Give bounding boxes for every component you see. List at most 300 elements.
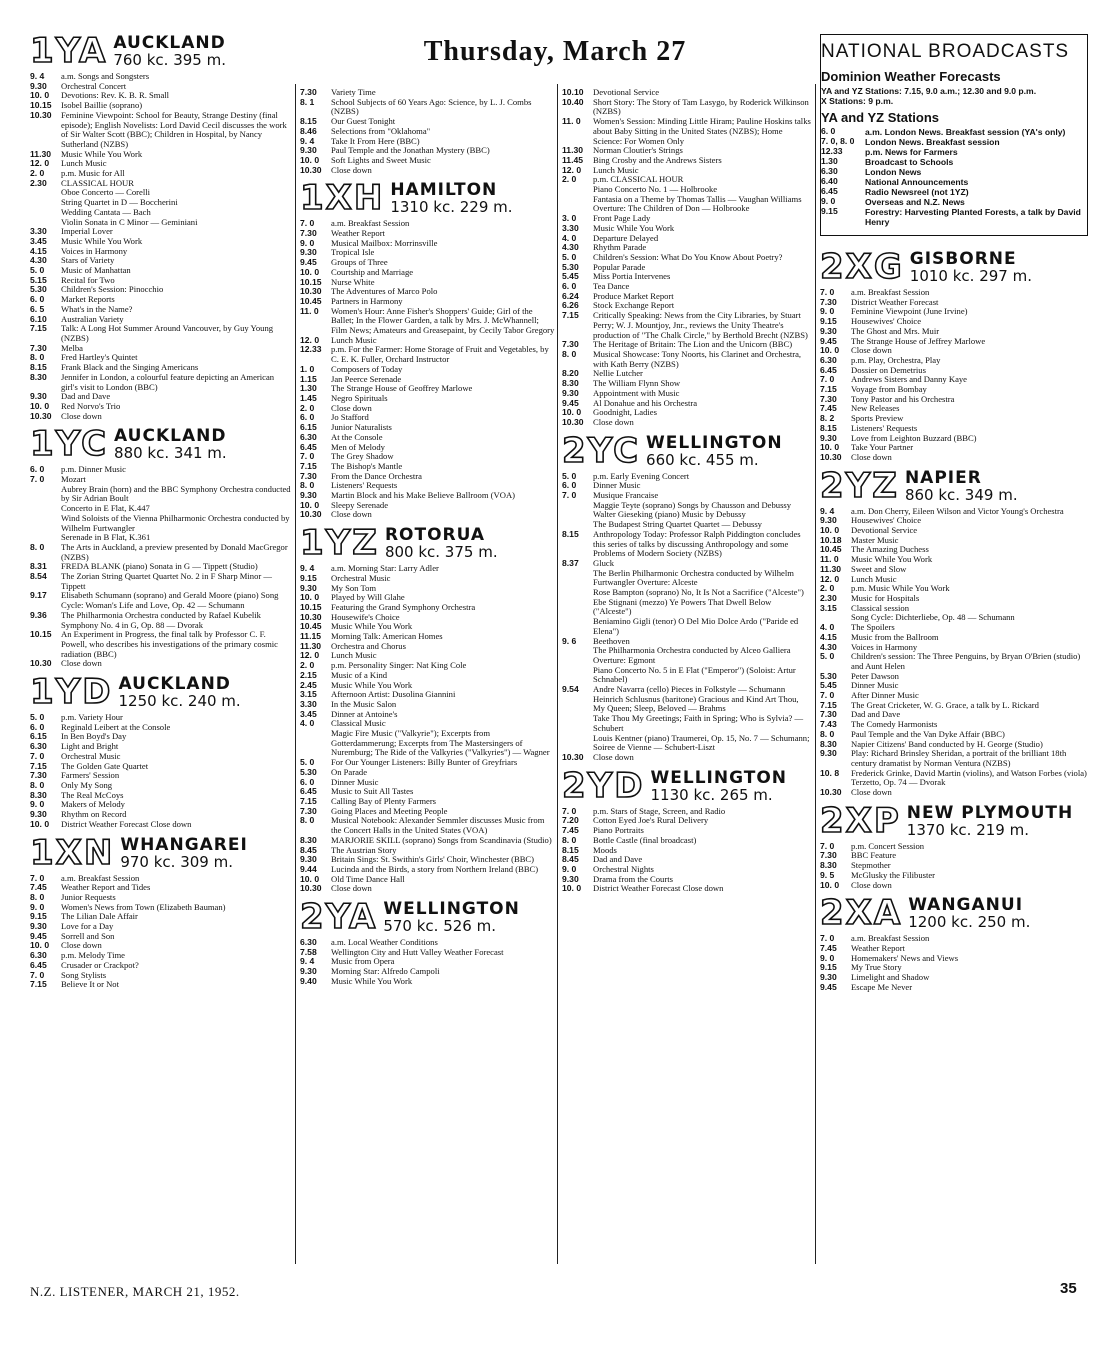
program-time: 11.15 <box>300 631 322 642</box>
program-time: 9.15 <box>820 316 837 327</box>
program-desc: Music of a Kind <box>331 669 388 680</box>
program-desc: MARJORIE SKILL (soprano) Songs from Scandinavia (Studio) <box>331 834 552 845</box>
station-section <box>30 31 292 421</box>
program-desc: Goodnight, Ladies <box>593 407 657 418</box>
program-time: 10.45 <box>820 544 842 555</box>
station-frequency: 970 kc. 309 m. <box>120 852 233 871</box>
program-time: 7.20 <box>562 815 579 826</box>
program-time: 8.30 <box>820 860 837 871</box>
station-title-block <box>113 35 226 68</box>
station-section <box>300 178 555 520</box>
program-time: 10. 0 <box>30 400 50 411</box>
program-desc: The Philharmonia Orchestra conducted by Rafael Kubelik Symphony No. 4 in G, Op. 88 — Dvorak <box>61 609 261 630</box>
program-time: 7. 0 <box>820 690 835 701</box>
program-time: 7. 0 <box>30 872 45 883</box>
program-desc: p.m. Dinner Music <box>61 464 126 475</box>
program-time: 8.15 <box>30 362 47 373</box>
program-time: 8.54 <box>30 571 47 582</box>
program-desc: The Strange House of Jeffrey Marlowe <box>851 335 986 346</box>
station-header <box>30 832 292 873</box>
program-time: 8. 1 <box>300 96 315 107</box>
station-title-block <box>120 834 248 871</box>
program-desc: Children's Session: What Do You Know About Poetry? <box>593 251 783 262</box>
station-name: AUCKLAND <box>113 33 226 53</box>
program-desc: Our Guest Tonight <box>331 116 396 127</box>
station-section <box>300 523 555 894</box>
station-callsign: 2XP <box>820 800 901 841</box>
program-time: 8. 0 <box>30 780 45 790</box>
program-desc: Dossier on Demetrius <box>851 364 926 375</box>
program-desc: Andre Navarra (cello) Pieces in Folkstyle — Schumann <box>593 684 786 695</box>
station-title-block <box>908 897 1030 930</box>
program-time: 9. 6 <box>562 635 577 646</box>
program-desc: An Experiment in Progress, the final talk by Professor C. F. Powell, who describes his investigations of the primary cosmic radiation (BBC) <box>61 629 278 659</box>
program-row <box>820 749 1088 768</box>
program-time: 10.30 <box>30 109 52 120</box>
station-title-block <box>385 527 498 560</box>
program-time: 9.30 <box>300 854 317 865</box>
program-desc: Close down <box>61 940 102 951</box>
program-time: 10. 0 <box>30 818 50 829</box>
column-3 <box>562 88 812 900</box>
program-desc: Bing Crosby and the Andrews Sisters <box>593 154 722 165</box>
program-time: 7.43 <box>820 719 837 730</box>
program-desc: FREDA BLANK (piano) Sonata in G — Tippett (Studio) <box>61 561 258 572</box>
program-time: 7. 0 <box>820 287 835 297</box>
program-desc: Miss Portia Intervenes <box>593 271 671 282</box>
program-row <box>30 820 292 830</box>
program-time <box>562 185 593 195</box>
station-frequency: 1250 kc. 240 m. <box>118 692 241 711</box>
program-row <box>562 311 812 340</box>
program-time: 9.17 <box>30 590 47 601</box>
program-desc: McGlusky the Filibuster <box>851 869 936 880</box>
program-time: 8. 2 <box>820 413 835 424</box>
program-desc: The Spoilers <box>851 622 895 633</box>
program-time: 7.58 <box>300 946 317 957</box>
program-desc: Weather Report <box>331 228 385 239</box>
program-time: 6. 0 <box>30 294 45 305</box>
program-desc: The Zorian String Quartet Quartet No. 2 in F Sharp Minor — Tippett <box>61 571 272 591</box>
program-desc: Stepmother <box>851 860 891 871</box>
program-time: 7.30 <box>30 770 47 781</box>
program-time: 4.15 <box>30 245 47 256</box>
station-name: WELLINGTON <box>646 432 783 453</box>
program-desc: The Great Cricketer, W. G. Grace, a talk by L. Rickard <box>851 699 1039 710</box>
program-desc: The Heritage of Britain: The Lion and the Unicorn (BBC) <box>593 339 793 350</box>
program-row <box>30 611 292 630</box>
program-time: 3. 0 <box>562 213 577 224</box>
program-desc: Feminine Viewpoint (June Irvine) <box>851 306 968 317</box>
program-desc: Frederick Grinke, David Martin (violins), and Watson Forbes (viola) Terzetto, Op. 74 — Dvorak <box>851 767 1087 788</box>
program-desc: a.m. Breakfast Session <box>331 218 410 229</box>
program-time: 10.30 <box>30 658 52 669</box>
program-time: 8.15 <box>562 844 579 855</box>
program-time: 6.40 <box>821 176 838 186</box>
program-time: 9.30 <box>300 247 317 258</box>
program-desc: After Dinner Music <box>851 690 919 701</box>
program-desc: p.m. News for Farmers <box>865 147 958 157</box>
program-time: 7.15 <box>820 384 837 395</box>
program-desc: Take Thou My Greetings; Faith in Spring; Who is Sylvia? — Schubert <box>593 713 804 733</box>
program-row <box>30 543 292 562</box>
program-desc: Only My Song <box>61 780 113 790</box>
program-desc: Music of Manhattan <box>61 265 131 276</box>
program-time: 7.45 <box>30 882 47 893</box>
station-callsign: 2YA <box>300 897 378 938</box>
program-desc: Melba <box>61 342 83 353</box>
program-time: 9. 4 <box>820 505 835 516</box>
program-time: 10.15 <box>300 276 322 287</box>
program-desc: Music While You Work <box>331 621 413 632</box>
program-time: 11. 0 <box>300 305 319 316</box>
program-desc: Devotional Service <box>593 87 660 97</box>
program-desc: Elisabeth Schumann (soprano) and Gerald Moore (piano) Song Cycle: Woman's Life and Love, Op. 42 — Schumann <box>61 590 279 611</box>
program-desc: Sweet and Slow <box>851 563 907 574</box>
program-desc: What's in the Name? <box>61 303 133 314</box>
program-time: 7. 0 <box>30 750 45 761</box>
program-desc: Overseas and N.Z. News <box>865 197 965 207</box>
program-time: 7.15 <box>300 460 317 471</box>
program-time: 9. 0 <box>820 952 835 963</box>
program-time <box>562 646 593 665</box>
program-desc: Farmers' Session <box>61 770 120 781</box>
program-desc: Overture: The Children of Don — Holbrooke <box>593 203 750 214</box>
program-desc: My True Story <box>851 962 902 973</box>
page-footer: N.Z. LISTENER, MARCH 21, 1952. <box>30 1284 240 1299</box>
program-time: 10.30 <box>562 416 584 427</box>
program-desc: Moods <box>593 844 617 855</box>
program-desc: Frank Black and the Singing Americans <box>61 362 199 373</box>
program-desc: Norman Cloutier's Strings <box>593 145 683 156</box>
program-desc: Escape Me Never <box>851 981 913 992</box>
program-time: 2.30 <box>30 177 47 188</box>
program-desc: Music While You Work <box>593 222 675 233</box>
program-desc: Musical Mailbox: Morrinsville <box>331 237 438 248</box>
program-row <box>821 167 1081 177</box>
program-desc: Orchestral Nights <box>593 863 654 874</box>
program-desc: Housewife's Choice <box>331 611 400 622</box>
program-time: 9. 0 <box>30 799 45 810</box>
program-time: 12. 0 <box>562 164 582 175</box>
program-desc: p.m. Music While You Work <box>851 583 950 594</box>
station-header <box>30 424 292 465</box>
program-desc: Violin Sonata in C Minor — Geminiani <box>61 216 198 227</box>
program-time: 9. 5 <box>820 869 835 880</box>
program-desc: Played by Will Glahe <box>331 592 405 603</box>
program-desc: Take It From Here (BBC) <box>331 135 420 146</box>
program-time: 10. 8 <box>820 767 840 778</box>
station-section <box>820 893 1088 992</box>
program-time: 7.15 <box>300 796 317 806</box>
program-time: 8.37 <box>562 557 579 568</box>
program-row <box>300 729 555 758</box>
program-time: 6. 0 <box>562 480 577 491</box>
program-desc: Tea Dance <box>593 281 630 292</box>
program-row <box>562 98 812 117</box>
program-desc: BBC Feature <box>851 850 897 861</box>
program-row <box>30 412 292 422</box>
program-desc: Music While You Work <box>331 975 413 986</box>
program-desc: Master Music <box>851 534 899 545</box>
program-desc: Crusader or Crackpot? <box>61 959 139 970</box>
station-frequency: 660 kc. 455 m. <box>646 450 759 469</box>
program-desc: Forestry: Harvesting Planted Forests, a talk by David Henry <box>865 207 1081 227</box>
program-time: 9.36 <box>30 609 47 620</box>
station-section <box>300 88 555 175</box>
program-desc: The Real McCoys <box>61 789 124 800</box>
program-time: 9.30 <box>820 515 837 526</box>
program-desc: Musical Showcase: Tony Noorts, his Clarinet and Orchestra, with Kath Berry (NZBS) <box>593 348 802 369</box>
program-time: 12.33 <box>821 146 843 156</box>
station-name: WANGANUI <box>908 895 1024 916</box>
program-desc: Louis Kentner (piano) Traumerei, Op. 15, No. 7 — Schumann; Soiree de Vienne — Schubert-Liszt <box>593 732 810 753</box>
program-desc: Listeners' Requests <box>331 480 398 491</box>
program-desc: p.m. Play, Orchestra, Play <box>851 354 941 365</box>
program-desc: Men of Melody <box>331 441 385 452</box>
program-time: 6. 5 <box>30 303 45 314</box>
program-time: 9. 4 <box>30 71 45 81</box>
program-time: 10.15 <box>30 100 52 111</box>
program-row <box>30 980 292 990</box>
program-row <box>562 884 812 894</box>
program-row <box>300 510 555 520</box>
program-time: 1. 0 <box>300 363 315 374</box>
program-desc: At the Console <box>331 431 383 442</box>
program-row <box>562 646 812 665</box>
program-row <box>300 884 555 894</box>
program-time: 7.30 <box>820 393 837 404</box>
program-time: 9.30 <box>300 966 317 977</box>
program-desc: Wedding Cantata — Bach <box>61 206 151 217</box>
station-callsign: 2XA <box>820 893 903 934</box>
program-desc: The Adventures of Marco Polo <box>331 286 438 297</box>
program-time: 9.30 <box>820 972 837 983</box>
program-time: 2. 0 <box>300 660 315 671</box>
station-section <box>562 765 812 894</box>
program-desc: Play: Richard Brinsley Sheridan, a portrait of the brilliant 18th century dramatist by Norman Ventura (NZBS) <box>851 748 1067 768</box>
program-desc: Stars of Variety <box>61 255 115 266</box>
station-callsign: 2YC <box>562 430 641 471</box>
station-callsign: 2XG <box>820 247 904 287</box>
program-time <box>562 588 593 598</box>
program-time: 6.15 <box>300 422 317 433</box>
program-time: 9.30 <box>562 387 579 398</box>
program-time: 7.15 <box>562 310 579 321</box>
program-desc: Negro Spirituals <box>331 392 388 403</box>
program-desc: Tropical Isle <box>331 247 375 258</box>
program-time <box>300 729 331 758</box>
program-time: 4. 0 <box>562 232 577 243</box>
program-desc: Dinner Music <box>593 480 641 491</box>
station-frequency: 1200 kc. 250 m. <box>908 913 1031 932</box>
weather-line: X Stations: 9 p.m. <box>821 96 894 106</box>
program-desc: Produce Market Report <box>593 290 674 301</box>
program-time: 8.31 <box>30 561 47 572</box>
program-desc: Close down <box>851 345 892 356</box>
program-desc: Maggie Teyte (soprano) Songs by Chausson and Debussy <box>593 499 792 510</box>
program-time: 3.30 <box>300 698 317 709</box>
program-time: 8. 0 <box>30 352 45 363</box>
station-header <box>820 893 1088 934</box>
station-title-block <box>904 467 1018 504</box>
page-number: 35 <box>1060 1280 1077 1297</box>
program-desc: Song Cycle: Dichterliebe, Op. 48 — Schumann <box>851 612 1015 623</box>
program-time: 9.45 <box>820 981 837 992</box>
program-desc: Calling Bay of Plenty Farmers <box>331 796 437 806</box>
program-row <box>30 324 292 343</box>
national-broadcasts-title: NATIONAL BROADCASTS <box>821 41 1070 62</box>
program-time: 7. 0 <box>30 969 45 980</box>
program-desc: a.m. London News. Breakfast session (YA's only) <box>865 127 1066 137</box>
program-desc: Love for a Day <box>61 921 114 932</box>
program-desc: Market Reports <box>61 294 115 305</box>
program-desc: Musique Francaise <box>593 490 659 501</box>
program-desc: Britain Sings: St. Swithin's Girls' Choir, Winchester (BBC) <box>331 854 535 865</box>
program-time: 4.15 <box>820 631 837 642</box>
program-desc: The Lilian Dale Affair <box>61 911 138 922</box>
column-4 <box>820 34 1088 998</box>
program-desc: Weather Report <box>851 942 905 953</box>
program-row <box>562 418 812 428</box>
program-time: 3.15 <box>300 689 317 700</box>
program-desc: Appointment with Music <box>593 387 680 398</box>
station-name: AUCKLAND <box>114 426 227 447</box>
program-time: 1.15 <box>300 373 317 384</box>
program-time: 9.45 <box>300 257 317 268</box>
program-desc: The Amazing Duchess <box>851 544 929 555</box>
station-title-block <box>114 428 227 461</box>
program-time <box>562 501 593 511</box>
station-header <box>300 523 555 564</box>
program-time: 2.15 <box>300 669 317 680</box>
program-time <box>30 198 61 208</box>
program-desc: Short Story: The Story of Tam Lasygo, by Roderick Wilkinson (NZBS) <box>593 96 809 117</box>
program-desc: Beniamino Gigli (tenor) O Del Mio Dolce Ardo ("Paride ed Elena") <box>593 616 799 636</box>
program-time: 6. 0 <box>300 412 315 423</box>
program-time: 7.15 <box>30 979 47 990</box>
program-desc: Close down <box>851 451 892 462</box>
program-time: 5.30 <box>300 766 317 777</box>
program-time: 7.45 <box>562 825 579 836</box>
program-row <box>562 117 812 146</box>
program-desc: Jan Peerce Serenade <box>331 373 402 384</box>
program-time: 10.10 <box>562 87 584 97</box>
program-time <box>30 504 61 514</box>
program-time: 10.30 <box>300 164 322 175</box>
program-desc: Sleepy Serenade <box>331 499 389 510</box>
program-time <box>562 195 593 205</box>
program-time: 9.45 <box>562 397 579 408</box>
program-time: 7.15 <box>30 323 47 334</box>
station-name: HAMILTON <box>390 180 498 201</box>
program-row <box>300 345 555 364</box>
program-time: 6. 0 <box>300 776 315 787</box>
program-desc: p.m. Variety Hour <box>61 712 123 723</box>
program-time: 9. 4 <box>300 563 315 574</box>
program-desc: Al Donahue and his Orchestra <box>593 397 698 408</box>
program-time: 12. 0 <box>300 650 320 661</box>
program-time: 1.45 <box>300 392 317 403</box>
program-desc: a.m. Breakfast Session <box>851 933 930 944</box>
program-desc: Music to Suit All Tastes <box>331 786 414 797</box>
program-row <box>820 788 1088 798</box>
national-broadcasts-box <box>820 34 1088 236</box>
program-desc: p.m. Concert Session <box>851 840 925 851</box>
weather-heading: Dominion Weather Forecasts <box>821 69 1001 84</box>
program-time: 6.30 <box>821 166 838 176</box>
program-row <box>821 127 1081 137</box>
program-desc: Talk: A Long Hot Summer Around Vancouver, by Guy Young (NZBS) <box>61 323 274 343</box>
program-time: 2. 0 <box>300 402 315 413</box>
program-desc: Courtship and Marriage <box>331 266 414 277</box>
program-desc: Cotton Eyed Joe's Rural Delivery <box>593 815 709 826</box>
program-row <box>30 514 292 533</box>
program-time: 5.15 <box>30 274 47 285</box>
program-time <box>30 208 61 218</box>
program-desc: Soft Lights and Sweet Music <box>331 154 431 165</box>
station-section <box>300 897 555 987</box>
program-time: 11.45 <box>562 154 584 165</box>
program-desc: My Son Tom <box>331 582 377 593</box>
program-time: 8.30 <box>300 834 317 845</box>
program-desc: Heinrich Schlusnus (baritone) Gracious and Kind Art Thou, My Queen; Sleep, Beloved — Brahms <box>593 693 799 714</box>
station-callsign: 1YA <box>30 31 108 71</box>
program-time: 11. 0 <box>562 116 581 127</box>
program-time: 6.15 <box>30 731 47 742</box>
program-desc: Beethoven <box>593 635 630 646</box>
program-desc: On Parade <box>331 766 368 777</box>
station-callsign: 2YD <box>562 765 645 806</box>
station-title-block <box>390 182 512 215</box>
program-desc: Take Your Partner <box>851 442 914 453</box>
program-desc: Featuring the Grand Symphony Orchestra <box>331 601 476 612</box>
program-desc: Martin Block and his Make Believe Ballroom (VOA) <box>331 490 516 501</box>
program-time <box>562 569 593 588</box>
program-time: 6.45 <box>300 441 317 452</box>
program-desc: Orchestral Music <box>61 750 121 761</box>
program-desc: Close down <box>61 658 102 669</box>
program-desc: a.m. Don Cherry, Eileen Wilson and Victor Young's Orchestra <box>851 505 1064 516</box>
program-row <box>562 714 812 733</box>
program-time: 1.30 <box>821 156 838 166</box>
program-desc: p.m. Personality Singer: Nat King Cole <box>331 660 467 671</box>
program-time: 10.30 <box>300 883 322 894</box>
program-time: 6.30 <box>30 950 47 961</box>
station-header <box>30 672 292 713</box>
program-row <box>30 572 292 591</box>
program-row <box>562 598 812 617</box>
program-time: 8. 0 <box>300 480 315 491</box>
program-row <box>821 197 1081 207</box>
program-time: 9.30 <box>820 432 837 443</box>
program-desc: Close down <box>61 410 102 421</box>
program-row <box>820 983 1088 993</box>
program-desc: Australian Variety <box>61 313 124 324</box>
program-time: 10.40 <box>562 96 584 107</box>
program-desc: p.m. For the Farmer: Home Storage of Fruit and Vegetables, by C. E. K. Fuller, Orchard Instructor <box>331 344 549 365</box>
program-desc: Composers of Today <box>331 363 403 374</box>
program-desc: Serenade in B Flat, K.361 <box>61 532 151 543</box>
program-time: 5.45 <box>562 271 579 282</box>
program-desc: Close down <box>593 416 634 427</box>
program-row <box>562 753 812 763</box>
program-desc: Homemakers' News and Views <box>851 952 959 963</box>
program-desc: Jennifer in London, a colourful feature depicting an American girl's visit to London (BBC) <box>61 371 275 392</box>
program-time: 9.30 <box>300 490 317 501</box>
program-time: 10.30 <box>820 451 842 462</box>
column-divider <box>815 84 816 1264</box>
